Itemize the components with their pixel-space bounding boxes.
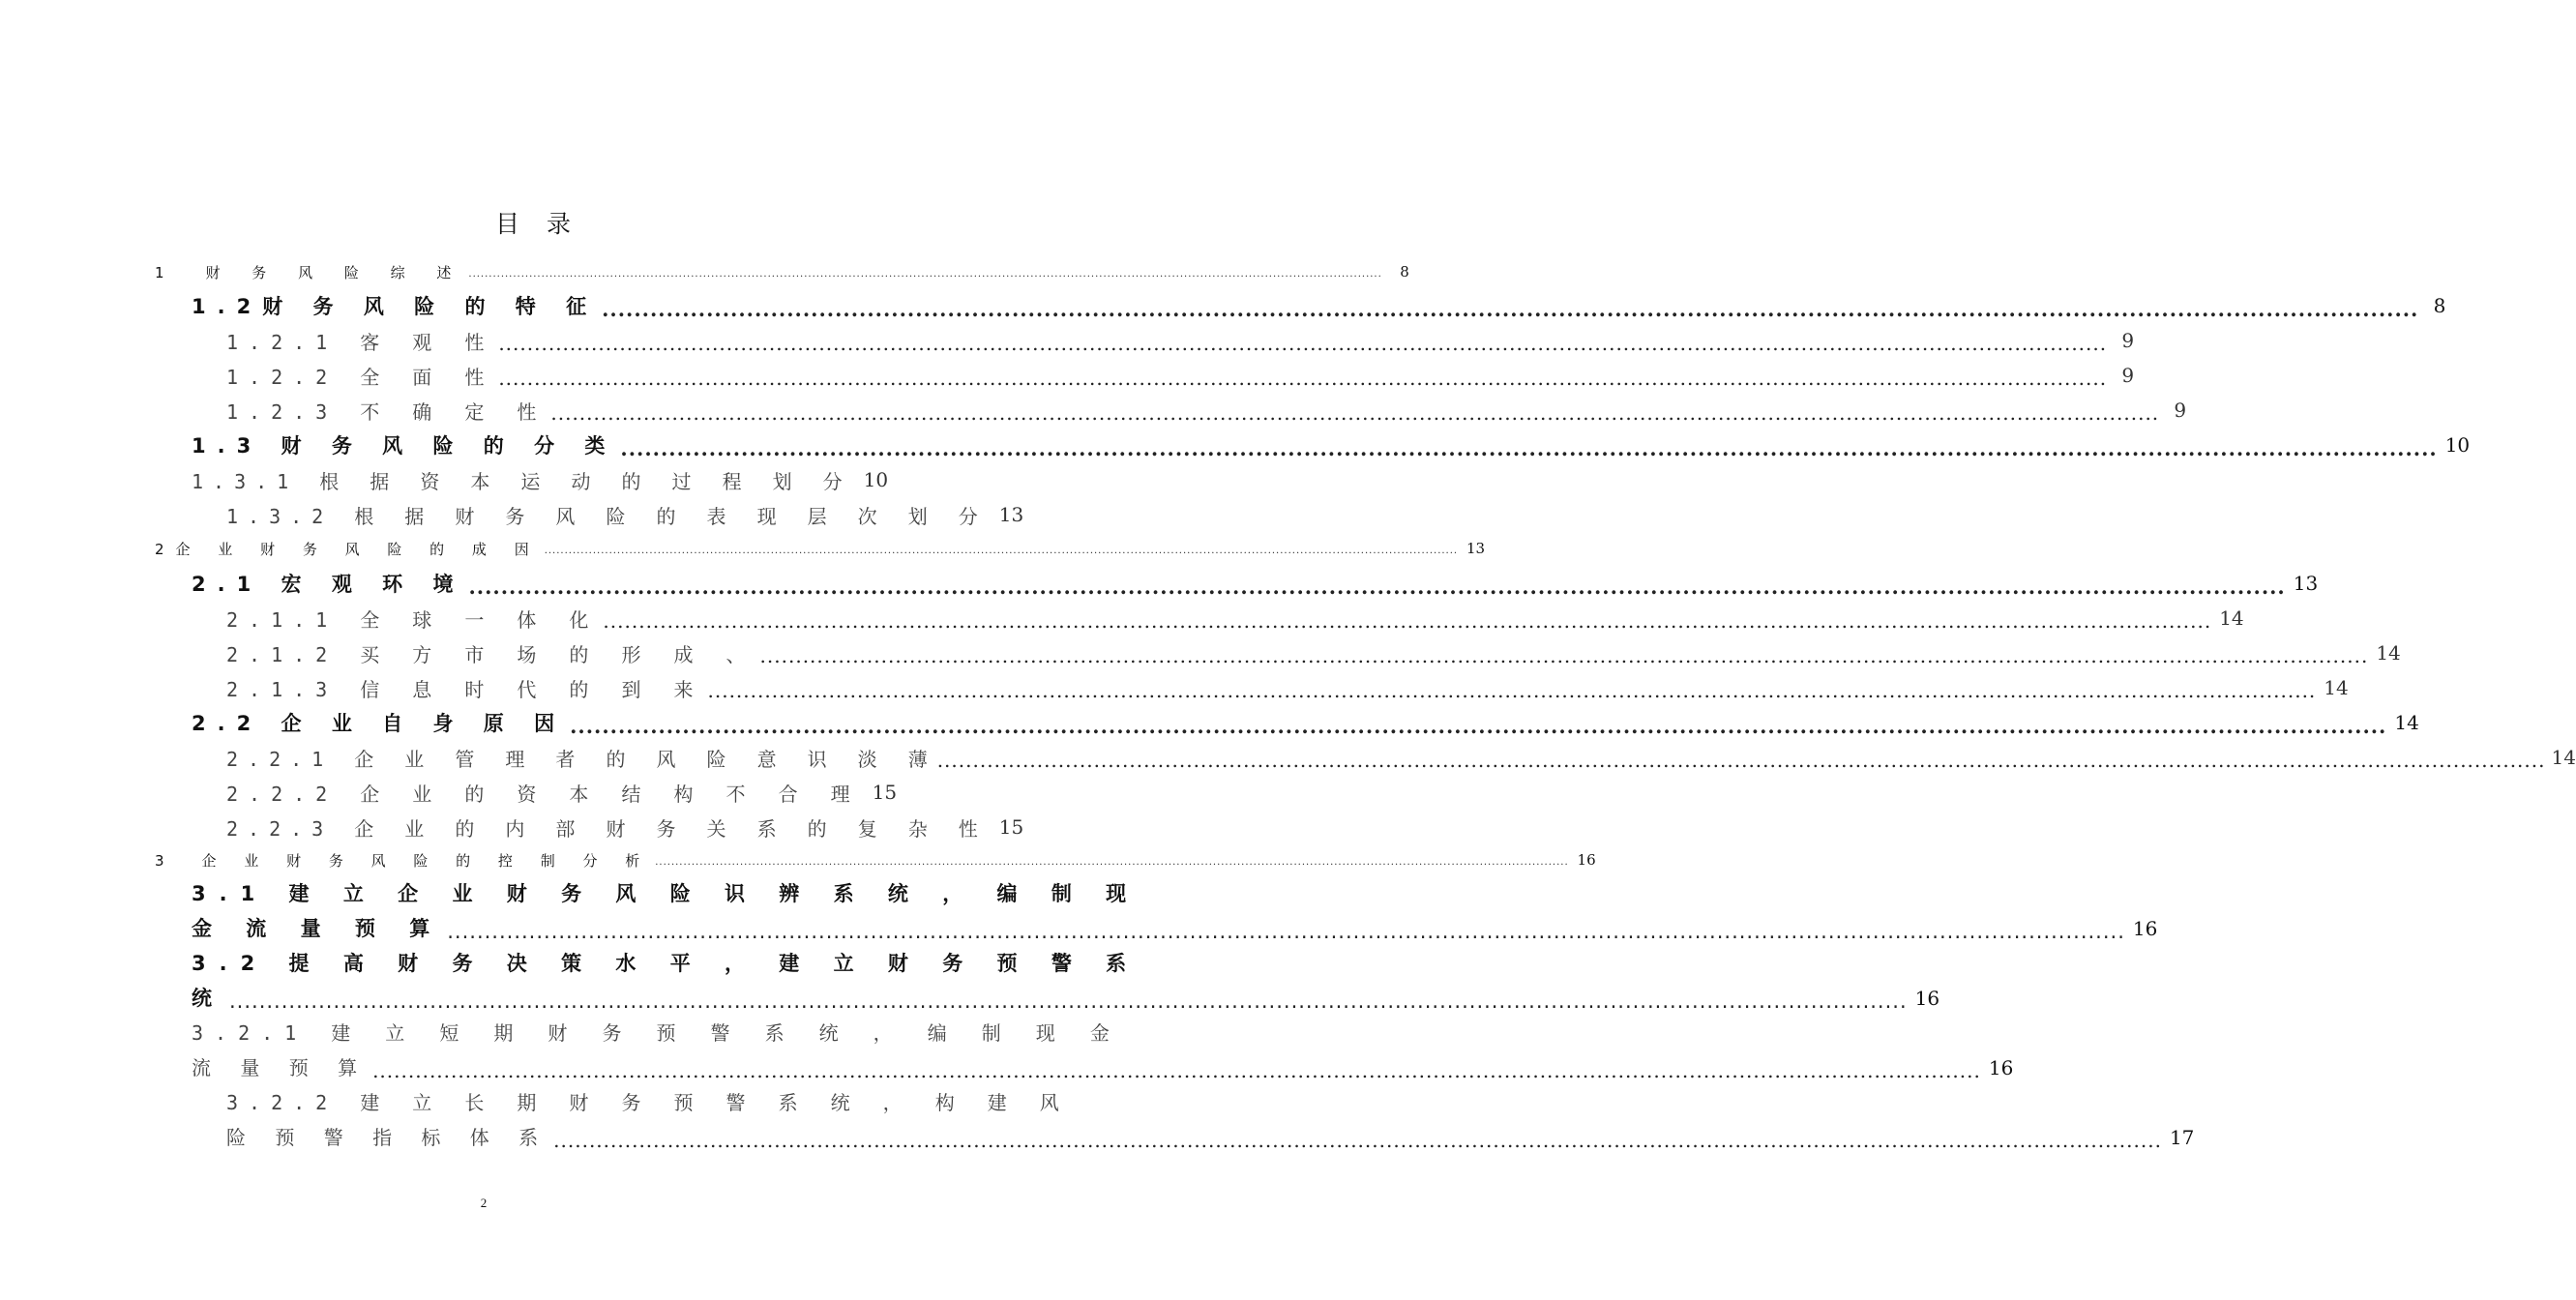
toc-label-line1: 3.2.2 建 立 长 期 财 务 预 警 系 统 ， 构 建 风 — [226, 1091, 1070, 1114]
toc-leader — [570, 714, 2386, 738]
toc-label: 2.1.2 买 方 市 场 的 形 成 、 — [226, 642, 756, 666]
toc-label-line1: 3.1 建 立 企 业 财 务 风 险 识 辨 系 统 ， 编 制 现 — [192, 882, 1140, 905]
toc-page: 13 — [998, 503, 1024, 526]
toc-page: 15 — [872, 781, 898, 804]
toc-entry-2-1[interactable] — [192, 569, 2319, 598]
toc-page: 13 — [2293, 572, 2319, 595]
toc-entry-1-2-1[interactable] — [226, 326, 2135, 355]
toc-label: 2.1 宏 观 环 境 — [192, 573, 465, 596]
toc-entry-2-2-3[interactable] — [226, 812, 1024, 842]
toc-page: 16 — [2132, 917, 2158, 940]
toc-entry-2-2[interactable] — [192, 708, 2419, 737]
toc-label: 1.2.2 全 面 性 — [226, 365, 495, 389]
toc-entry-1-2[interactable] — [192, 291, 2446, 320]
toc-leader — [620, 436, 2437, 460]
toc-leader — [372, 1053, 1981, 1088]
toc-label: 2.2.2 企 业 的 资 本 结 构 不 合 理 — [226, 782, 861, 806]
toc-label: 1.2.3 不 确 定 性 — [226, 399, 548, 424]
toc-line2 — [192, 911, 2158, 946]
toc-entry-2-1-3[interactable] — [226, 673, 2349, 702]
toc-label: 1.3.1 根 据 资 本 运 动 的 过 程 划 分 — [192, 469, 852, 493]
toc-page: 15 — [998, 815, 1024, 839]
toc-page: 9 — [2121, 329, 2135, 352]
toc-entry-3-2[interactable] — [192, 946, 1940, 1016]
toc-page: 9 — [2121, 364, 2135, 387]
toc-label-line1: 3.2 提 高 财 务 决 策 水 平 ， 建 立 财 务 预 警 系 — [192, 952, 1140, 975]
toc-page: 8 — [2433, 294, 2446, 317]
toc-leader — [602, 297, 2418, 321]
toc-entry-3-2-1[interactable] — [192, 1016, 2014, 1085]
toc-label: 1 财 务 风 险 综 述 — [155, 263, 465, 281]
toc-page: 14 — [2551, 746, 2576, 769]
toc-leader — [468, 575, 2285, 599]
toc-page: 17 — [2169, 1126, 2195, 1149]
toc-entry-2-2-1[interactable] — [226, 743, 2576, 772]
toc-line2 — [192, 981, 1940, 1016]
toc-leader — [937, 749, 2546, 772]
toc-leader — [655, 857, 1568, 868]
toc-entry-1-2-3[interactable] — [226, 396, 2187, 425]
toc-page: 14 — [2324, 676, 2349, 699]
toc-label: 2企 业 财 务 风 险 的 成 因 — [155, 540, 541, 558]
toc-leader — [550, 401, 2159, 425]
toc-leader — [603, 609, 2211, 633]
toc-leader — [708, 679, 2317, 702]
toc-page: 14 — [2219, 606, 2244, 630]
toc-label: 2.2.1 企 业 管 理 者 的 风 险 意 识 淡 薄 — [226, 747, 937, 771]
toc-page: 9 — [2174, 399, 2187, 422]
toc-entry-3-2-2[interactable] — [226, 1085, 2195, 1155]
toc-leader — [760, 644, 2369, 667]
toc-leader — [498, 367, 2107, 390]
toc-label-line1: 3.2.1 建 立 短 期 财 务 预 警 系 统 ， 编 制 现 金 — [192, 1021, 1121, 1045]
toc-entry-2-1-2[interactable] — [226, 638, 2401, 667]
toc-label: 2.2.3 企 业 的 内 部 财 务 关 系 的 复 杂 性 — [226, 816, 988, 841]
toc-label: 1.3.2 根 据 财 务 风 险 的 表 现 层 次 划 分 — [226, 504, 988, 528]
toc-page: 16 — [1577, 851, 1596, 869]
toc-entry-2-1-1[interactable] — [226, 604, 2244, 633]
toc-entry-3-1[interactable] — [192, 876, 2158, 946]
toc-label-line2: 险 预 警 指 标 体 系 — [226, 1126, 550, 1149]
toc-label: 2.1.1 全 球 一 体 化 — [226, 607, 600, 632]
toc-leader — [229, 984, 1908, 1019]
toc-entry-2[interactable] — [155, 534, 1486, 563]
toc-leader — [553, 1123, 2162, 1158]
toc-label: 1.2.1 客 观 性 — [226, 330, 495, 354]
toc-label-line2: 金 流 量 预 算 — [192, 917, 444, 940]
toc-entry-1-2-2[interactable] — [226, 361, 2135, 390]
page-title: 目 录 — [495, 210, 580, 238]
toc-entry-1-3-1[interactable] — [192, 465, 889, 494]
toc-label: 2.1.3 信 息 时 代 的 到 来 — [226, 677, 704, 701]
toc-label-line2: 流 量 预 算 — [192, 1056, 370, 1079]
toc-entry-1-3-2[interactable] — [226, 500, 1024, 529]
toc-label: 1.2财 务 风 险 的 特 征 — [192, 295, 599, 318]
toc-label: 2.2 企 业 自 身 原 因 — [192, 712, 567, 735]
toc-page: 10 — [2444, 433, 2471, 457]
toc-page: 10 — [863, 468, 889, 491]
toc-leader — [545, 546, 1458, 556]
toc-entry-2-2-2[interactable] — [226, 778, 898, 807]
toc-page: 14 — [2376, 641, 2401, 665]
toc-leader — [447, 914, 2125, 949]
toc-leader — [498, 332, 2107, 355]
toc-line2 — [226, 1120, 2195, 1155]
page-number: 2 — [480, 1196, 488, 1210]
toc-entry-1-3[interactable] — [192, 430, 2471, 459]
toc-leader — [468, 269, 1381, 280]
toc-line2 — [192, 1050, 2014, 1085]
toc-page: 14 — [2394, 711, 2419, 734]
toc-entry-3[interactable] — [155, 845, 1596, 874]
toc-label-line2: 统 — [192, 987, 225, 1010]
toc-page: 16 — [1988, 1056, 2014, 1079]
toc-entry-1[interactable] — [155, 257, 1409, 286]
toc-page: 13 — [1466, 540, 1486, 557]
toc-label: 1.3 财 务 风 险 的 分 类 — [192, 434, 617, 458]
toc-label: 3 企 业 财 务 风 险 的 控 制 分 析 — [155, 851, 652, 870]
toc-page: 16 — [1914, 987, 1940, 1010]
toc-page: 8 — [1400, 263, 1409, 281]
